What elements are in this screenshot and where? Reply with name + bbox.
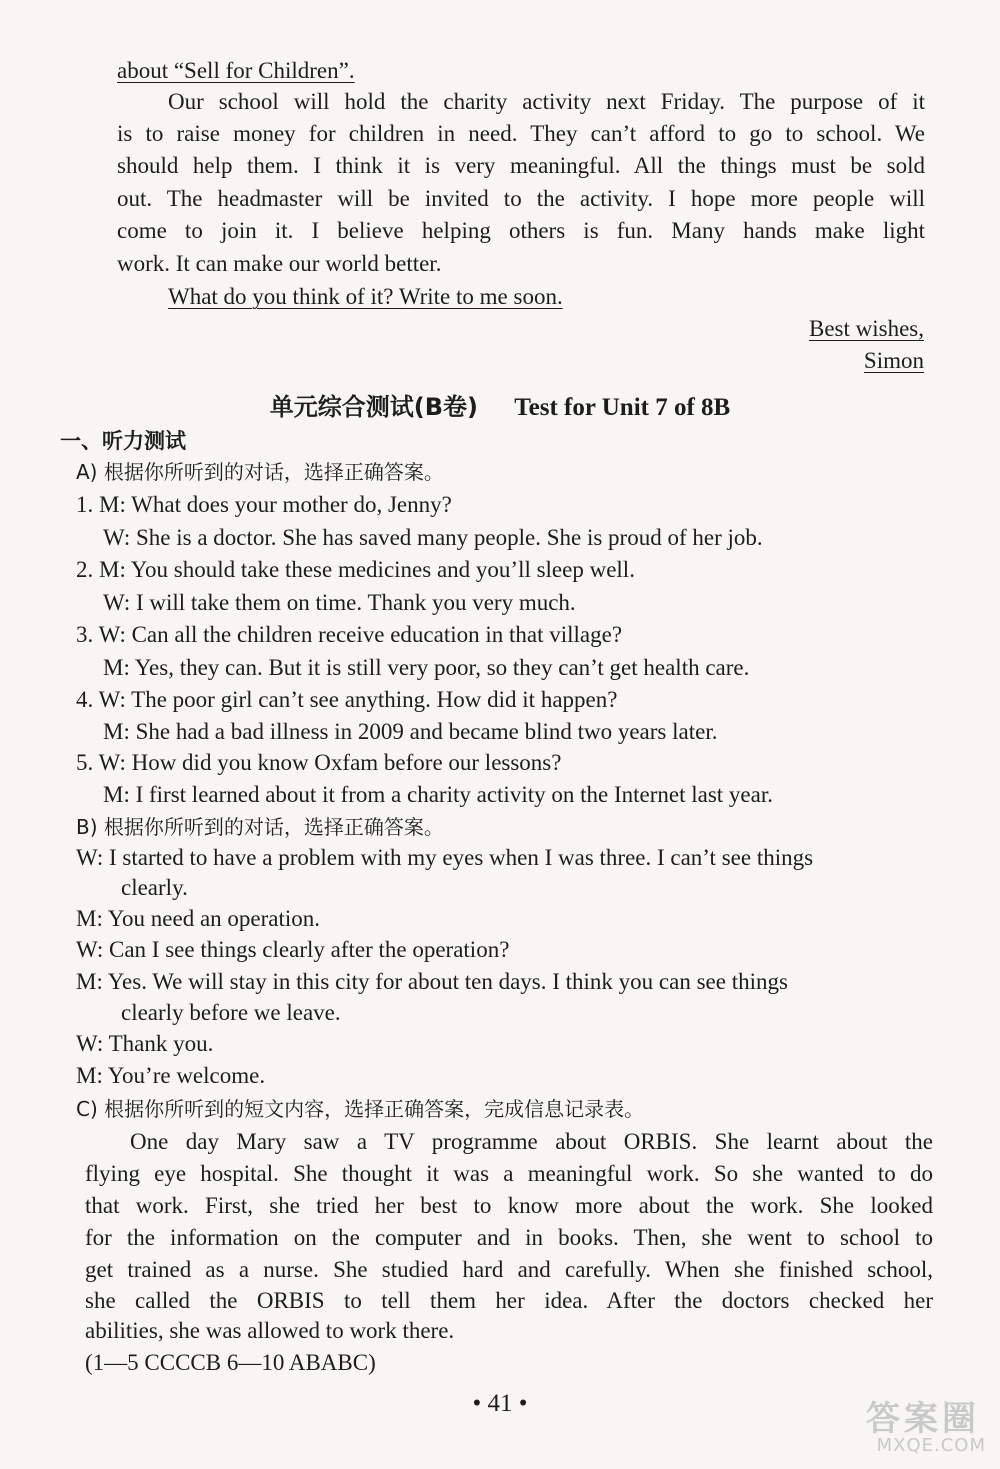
passage-line: she called the ORBIS to tell them her idea. After the doctors checked her — [85, 1288, 933, 1313]
dialogue-line: W: She is a doctor. She has saved many people. She is proud of her job. — [103, 525, 763, 550]
dialogue-line: M: You need an operation. — [76, 906, 321, 931]
dialogue-line: W: Can I see things clearly after the operation? — [76, 937, 510, 962]
passage-line: One day Mary saw a TV programme about ORBIS. She learnt about the — [130, 1129, 933, 1154]
dialogue-line: clearly. — [121, 875, 188, 900]
letter-closing-line: What do you think of it? Write to me soon. — [168, 284, 563, 309]
dialogue-line: 3. W: Can all the children receive education in that village? — [76, 622, 623, 647]
passage-line: for the information on the computer and in books. Then, she went to school to — [85, 1225, 933, 1250]
passage-line: get trained as a nurse. She studied hard and carefully. When she finished school, — [85, 1257, 933, 1282]
part-b-heading: B) 根据你所听到的对话，选择正确答案。 — [76, 815, 444, 839]
dialogue-line: M: She had a bad illness in 2009 and became blind two years later. — [103, 719, 718, 744]
letter-first-line: about “Sell for Children”. — [117, 58, 355, 83]
dialogue-line: M: I first learned about it from a charity activity on the Internet last year. — [103, 782, 773, 807]
watermark-logo-text: 答案圈 — [866, 1399, 980, 1439]
dialogue-line: 4. W: The poor girl can’t see anything. How did it happen? — [76, 687, 618, 712]
letter-paragraph-line: come to join it. I believe helping others is fun. Many hands make light — [117, 218, 925, 243]
dialogue-line: W: Thank you. — [76, 1031, 214, 1056]
section-title-cn: 单元综合测试(B卷) — [269, 393, 478, 421]
letter-paragraph-line: is to raise money for children in need. They can’t afford to go to school. We — [117, 121, 925, 146]
section-title — [0, 387, 1000, 422]
letter-sign-off: Best wishes, — [809, 316, 924, 341]
answer-key: (1—5 CCCCB 6—10 ABABC) — [85, 1350, 376, 1375]
passage-line: flying eye hospital. She thought it was a meaningful work. So she wanted to do — [85, 1161, 933, 1186]
part-c-heading: C) 根据你所听到的短文内容，选择正确答案，完成信息记录表。 — [76, 1097, 645, 1121]
dialogue-line: M: You’re welcome. — [76, 1063, 266, 1088]
watermark-url: MXQE.COM — [876, 1435, 986, 1456]
dialogue-line: 5. W: How did you know Oxfam before our lessons? — [76, 750, 562, 775]
dialogue-line: W: I started to have a problem with my eyes when I was three. I can’t see things — [76, 845, 814, 870]
letter-paragraph-line: should help them. I think it is very meaningful. All the things must be sold — [117, 153, 925, 178]
letter-paragraph-line: work. It can make our world better. — [117, 251, 442, 276]
letter-paragraph-line: out. The headmaster will be invited to the activity. I hope more people will — [117, 186, 925, 211]
dialogue-line: M: Yes. We will stay in this city for about ten days. I think you can see things — [76, 969, 788, 994]
part-a-heading: A) 根据你所听到的对话，选择正确答案。 — [76, 460, 444, 484]
page-number: • 41 • — [472, 1390, 528, 1417]
section-title-en: Test for Unit 7 of 8B — [514, 394, 731, 421]
letter-paragraph-line: Our school will hold the charity activity next Friday. The purpose of it — [168, 89, 925, 114]
dialogue-line: clearly before we leave. — [121, 1000, 341, 1025]
passage-line: that work. First, she tried her best to know more about the work. She looked — [85, 1193, 933, 1218]
dialogue-line: 1. M: What does your mother do, Jenny? — [76, 492, 452, 517]
letter-signature: Simon — [863, 348, 924, 373]
part-heading-listening: 一、听力测试 — [60, 429, 186, 453]
dialogue-line: 2. M: You should take these medicines and you’ll sleep well. — [76, 557, 635, 582]
dialogue-line: M: Yes, they can. But it is still very poor, so they can’t get health care. — [103, 655, 750, 680]
dialogue-line: W: I will take them on time. Thank you very much. — [103, 590, 576, 615]
passage-line: abilities, she was allowed to work there. — [85, 1318, 455, 1343]
watermark-logo — [820, 1391, 990, 1461]
